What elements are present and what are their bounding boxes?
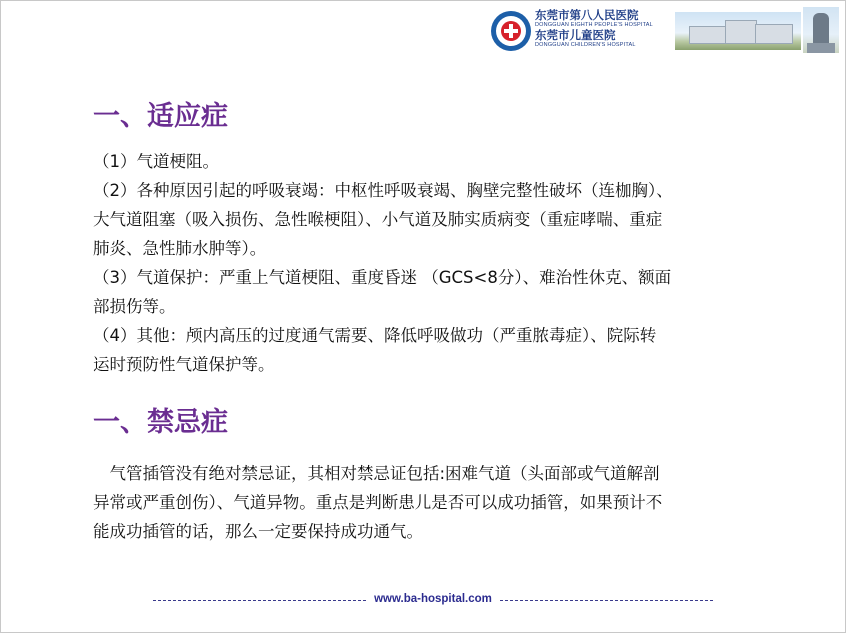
footer-divider-left [153, 600, 366, 601]
hospital-header-banner [491, 7, 839, 53]
indications-text [93, 147, 753, 379]
indications-line: 肺炎、急性肺水肿等）。 [93, 239, 267, 258]
indications-line: 大气道阻塞（吸入损伤、急性喉梗阻）、小气道及肺实质病变（重症哮喘、重症 [93, 210, 663, 229]
contraindications-line: 气管插管没有绝对禁忌证，其相对禁忌证包括:困难气道（头面部或气道解剖 [93, 464, 660, 483]
hospital-building-image [675, 12, 801, 50]
indications-line: （1）气道梗阻。 [93, 152, 219, 171]
footer-website-link[interactable]: www.ba-hospital.com [374, 593, 492, 605]
indications-line: （2）各种原因引起的呼吸衰竭：中枢性呼吸衰竭、胸壁完整性破坏（连枷胸）、 [93, 181, 673, 200]
footer-divider-right [500, 600, 713, 601]
hospital2-english-name: DONGGUAN CHILDREN'S HOSPITAL [535, 42, 636, 48]
hospital2-name: 东莞市儿童医院 [535, 28, 616, 42]
indications-heading: 一、适应症 [93, 101, 228, 132]
indications-line: （3）气道保护：严重上气道梗阻、重度昏迷 （GCS<8分）、难治性休克、额面 [93, 268, 672, 287]
hospital1-name: 东莞市第八人民医院 [535, 8, 639, 22]
hospital-logo-icon [491, 11, 531, 51]
indications-line: 部损伤等。 [93, 297, 176, 316]
contraindications-line: 能成功插管的话，那么一定要保持成功通气。 [93, 522, 423, 541]
footer [153, 593, 713, 605]
contraindications-heading: 一、禁忌症 [93, 407, 228, 438]
indications-line: 运时预防性气道保护等。 [93, 355, 275, 374]
indications-line: （4）其他：颅内高压的过度通气需要、降低呼吸做功（严重脓毒症）、院际转 [93, 326, 657, 345]
contraindications-line: 异常或严重创伤）、气道异物。重点是判断患儿是否可以成功插管，如果预计不 [93, 493, 663, 512]
statue-image [803, 7, 839, 53]
hospital1-english-name: DONGGUAN EIGHTH PEOPLE'S HOSPITAL [535, 22, 653, 28]
contraindications-text [93, 459, 753, 546]
hospital-names [535, 9, 673, 49]
